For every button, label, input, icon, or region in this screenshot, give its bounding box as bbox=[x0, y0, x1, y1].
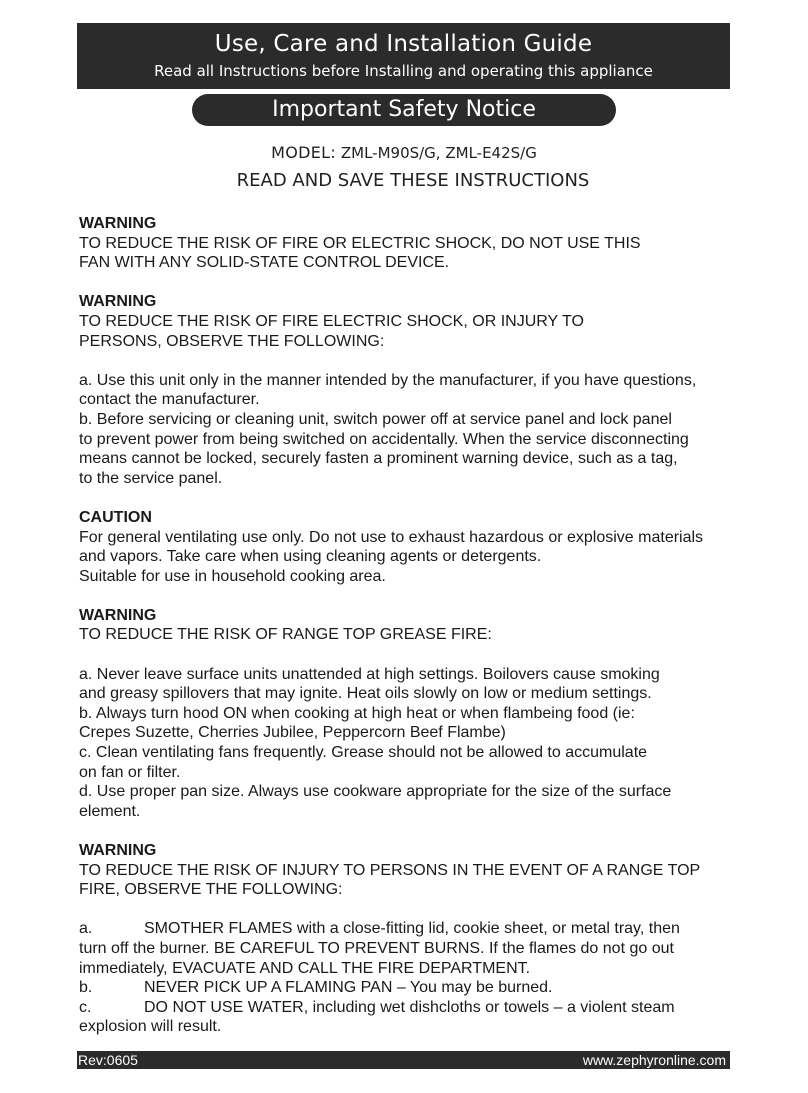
list-text: turn off the burner. BE CAREFUL TO PREVENT BURNS. If the flames do not go out bbox=[79, 939, 674, 957]
website-link[interactable]: www.zephyronline.com bbox=[582, 1052, 726, 1068]
warning-section-1 bbox=[79, 214, 729, 273]
section-heading: WARNING bbox=[79, 606, 157, 624]
list-item: means cannot be locked, securely fasten a prominent warning device, such as a tag, bbox=[79, 450, 678, 468]
section-heading: WARNING bbox=[79, 293, 157, 311]
list-item bbox=[79, 998, 729, 1018]
list-item: Crepes Suzette, Cherries Jubilee, Peppercorn Beef Flambe) bbox=[79, 724, 506, 742]
list-item: to prevent power from being switched on accidentally. When the service disconnecting bbox=[79, 430, 689, 448]
list-item: b. Always turn hood ON when cooking at high heat or when flambeing food (ie: bbox=[79, 704, 635, 722]
list-item bbox=[79, 919, 729, 939]
text-line: For general ventilating use only. Do not use to exhaust hazardous or explosive materials bbox=[79, 528, 704, 546]
safety-notice-title: Important Safety Notice bbox=[192, 94, 616, 126]
warning-section-2 bbox=[79, 292, 729, 488]
list-item: a. Never leave surface units unattended at high settings. Boilovers cause smoking bbox=[79, 665, 660, 683]
list-item: b. Before servicing or cleaning unit, switch power off at service panel and lock panel bbox=[79, 410, 672, 428]
warning-section-4 bbox=[79, 841, 729, 1037]
footer-bar bbox=[77, 1051, 730, 1069]
list-marker: a. bbox=[79, 920, 93, 938]
header-banner bbox=[77, 23, 730, 89]
list-item bbox=[79, 1017, 729, 1037]
list-item: to the service panel. bbox=[79, 469, 223, 487]
list-item bbox=[79, 939, 729, 959]
text-line: TO REDUCE THE RISK OF RANGE TOP GREASE FIRE: bbox=[79, 626, 492, 644]
list-item bbox=[79, 959, 729, 979]
list-item: a. Use this unit only in the manner intended by the manufacturer, if you have questions, bbox=[79, 371, 697, 389]
section-heading: CAUTION bbox=[79, 508, 152, 526]
text-line: TO REDUCE THE RISK OF FIRE ELECTRIC SHOCK, OR INJURY TO bbox=[79, 312, 584, 330]
list-text: DO NOT USE WATER, including wet dishcloths or towels – a violent steam bbox=[144, 998, 675, 1016]
list-marker: b. bbox=[79, 979, 93, 997]
list-text: explosion will result. bbox=[79, 1018, 222, 1036]
list-item bbox=[79, 978, 729, 998]
guide-title: Use, Care and Installation Guide bbox=[214, 31, 593, 57]
section-heading: WARNING bbox=[79, 842, 157, 859]
list-text: immediately, EVACUATE AND CALL THE FIRE DEPARTMENT. bbox=[79, 959, 531, 977]
model-value: ZML-M90S/G, ZML-E42S/G bbox=[340, 144, 537, 162]
text-line: TO REDUCE THE RISK OF FIRE OR ELECTRIC SHOCK, DO NOT USE THIS bbox=[79, 234, 641, 252]
list-marker: c. bbox=[79, 998, 92, 1016]
list-item: d. Use proper pan size. Always use cookware appropriate for the size of the surface bbox=[79, 783, 672, 801]
guide-subtitle: Read all Instructions before Installing and operating this appliance bbox=[154, 62, 653, 80]
list-item: on fan or filter. bbox=[79, 763, 181, 781]
list-text: SMOTHER FLAMES with a close-fitting lid, cookie sheet, or metal tray, then bbox=[144, 920, 680, 938]
list-item: c. Clean ventilating fans frequently. Grease should not be allowed to accumulate bbox=[79, 744, 648, 762]
model-line bbox=[0, 143, 808, 162]
list-item: contact the manufacturer. bbox=[79, 391, 260, 409]
text-line: PERSONS, OBSERVE THE FOLLOWING: bbox=[79, 332, 385, 350]
list-item: element. bbox=[79, 802, 141, 820]
read-save-heading: READ AND SAVE THESE INSTRUCTIONS bbox=[236, 170, 590, 191]
revision-label: Rev:0605 bbox=[78, 1052, 138, 1068]
warning-section-3 bbox=[79, 606, 729, 822]
safety-content bbox=[79, 214, 729, 1057]
text-line: TO REDUCE THE RISK OF INJURY TO PERSONS IN THE EVENT OF A RANGE TOP bbox=[79, 861, 701, 879]
text-line: Suitable for use in household cooking area. bbox=[79, 567, 386, 585]
text-line: FAN WITH ANY SOLID-STATE CONTROL DEVICE. bbox=[79, 254, 450, 272]
section-heading: WARNING bbox=[79, 215, 157, 232]
list-item: and greasy spillovers that may ignite. Heat oils slowly on low or medium settings. bbox=[79, 685, 652, 703]
caution-section bbox=[79, 508, 729, 586]
model-label: MODEL: bbox=[271, 143, 337, 162]
text-line: FIRE, OBSERVE THE FOLLOWING: bbox=[79, 881, 343, 899]
text-line: and vapors. Take care when using cleaning agents or detergents. bbox=[79, 548, 542, 566]
list-text: NEVER PICK UP A FLAMING PAN – You may be burned. bbox=[144, 979, 553, 997]
